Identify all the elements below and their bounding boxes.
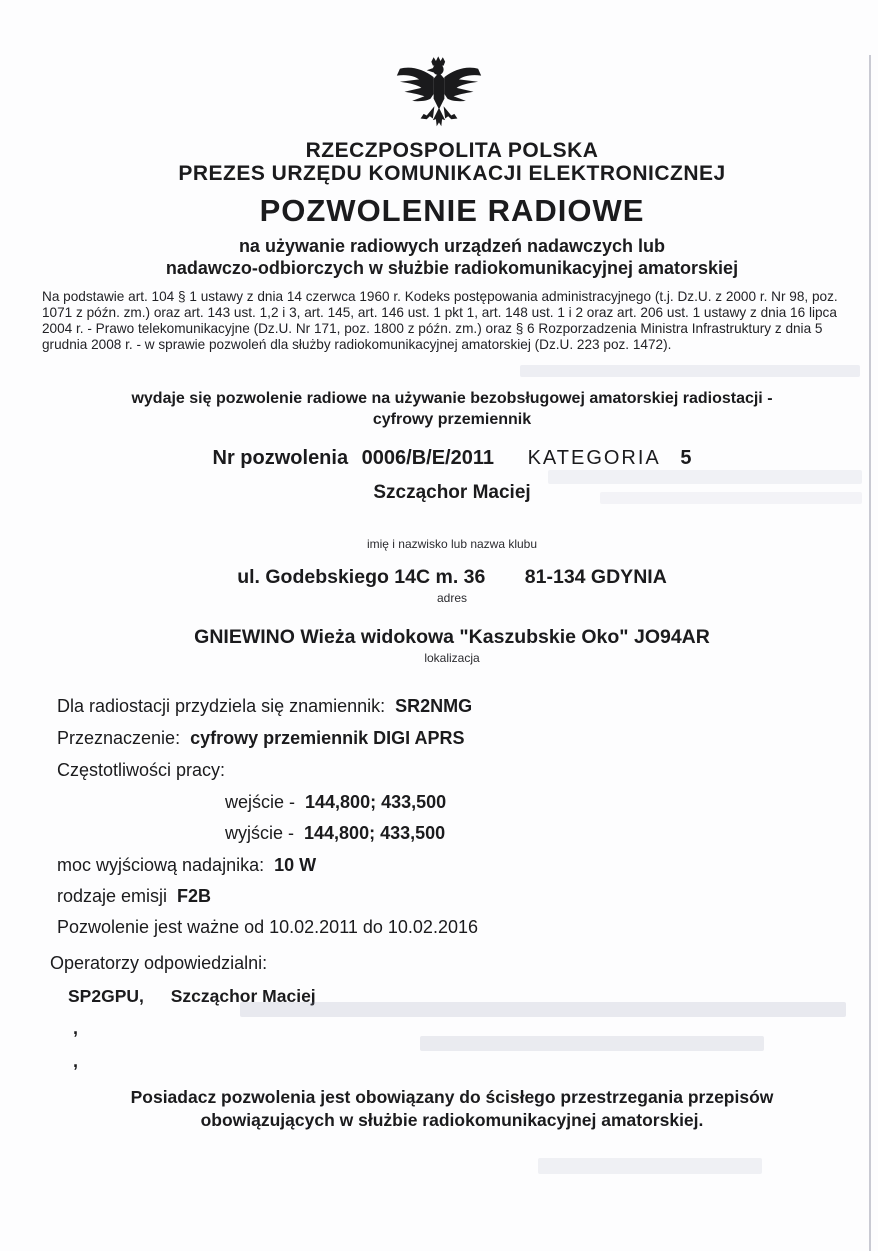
- permit-number-label: Nr pozwolenia: [212, 447, 349, 469]
- callsign-value: SR2NMG: [395, 696, 473, 716]
- redaction-smudge: [240, 1002, 846, 1017]
- redaction-smudge: [420, 1036, 764, 1051]
- heading-republic: RZECZPOSPOLITA POLSKA: [305, 139, 599, 162]
- grant-statement-line2: cyfrowy przemiennik: [372, 411, 532, 428]
- holder-name: Szcząchor Maciej: [373, 482, 531, 503]
- output-frequency-value: 144,800; 433,500: [304, 823, 446, 843]
- operator-callsign: SP2GPU,: [68, 986, 144, 1006]
- redaction-smudge: [600, 492, 862, 504]
- detail-purpose: [57, 728, 464, 749]
- address-caption: adres: [436, 591, 468, 605]
- permit-number-value: 0006/B/E/2011: [361, 447, 494, 469]
- emission-value: F2B: [177, 886, 212, 906]
- operator-extra-line1: ,: [73, 1018, 79, 1038]
- callsign-label: Dla radiostacji przydziela się znamiennik:: [57, 696, 386, 716]
- category-value: 5: [680, 447, 692, 469]
- heading-authority: PREZES URZĘDU KOMUNIKACJI ELEKTRONICZNEJ: [178, 162, 726, 185]
- output-frequency-label: wyjście -: [225, 823, 295, 843]
- redaction-smudge: [520, 365, 860, 377]
- redaction-smudge: [548, 470, 862, 484]
- power-label: moc wyjściową nadajnika:: [57, 855, 265, 875]
- grant-statement-line1: wydaje się pozwolenie radiowe na używanie bezobsługowej amatorskiej radiostacji -: [131, 390, 773, 407]
- document-subtitle-line2: nadawczo-odbiorczych w służbie radiokomunikacyjnej amatorskiej: [165, 258, 739, 278]
- legal-basis-paragraph: Na podstawie art. 104 § 1 ustawy z dnia 14 czerwca 1960 r. Kodeks postępowania administracyjnego (t.j. Dz.U. z 2000 r. Nr 98, poz. 1071 z późn. zm.) oraz art. 143 ust. 1,2 i 3, art. 145, art. 146 ust. 1 pkt 1, art. 148 ust. 1 i 2 oraz art. 206 ust. 1 ustawy z dnia 16 lipca 2004 r. - Prawo telekomunikacyjne (Dz.U. Nr 171, poz. 1800 z późn. zm.) oraz § 6 Rozporzadzenia Ministra Infrastruktury z dnia 5 grudnia 2008 r. - w sprawie pozwoleń dla służby radiokomunikacyjnej amatorskiej (Dz.U. 223 poz. 1472).: [42, 289, 838, 352]
- detail-callsign: [57, 696, 472, 717]
- holder-name-caption: imię i nazwisko lub nazwa klubu: [366, 537, 538, 551]
- redaction-smudge: [538, 1158, 762, 1174]
- emission-label: rodzaje emisji: [57, 886, 168, 906]
- station-location: GNIEWINO Wieża widokowa "Kaszubskie Oko" JO94AR: [194, 626, 710, 648]
- detail-output-power: [57, 855, 316, 876]
- operator-name: Szcząchor Maciej: [170, 986, 316, 1006]
- footer-obligation-line1: Posiadacz pozwolenia jest obowiązany do ścisłego przestrzegania przepisów: [130, 1087, 774, 1107]
- operators-heading: Operatorzy odpowiedzialni:: [50, 953, 268, 973]
- footer-obligation-line2: obowiązujących w służbie radiokomunikacyjnej amatorskiej.: [200, 1110, 704, 1130]
- address-street: ul. Godebskiego 14C m. 36: [237, 566, 486, 588]
- document-subtitle-line1: na używanie radiowych urządzeń nadawczych lub: [238, 236, 666, 256]
- holder-address: [0, 566, 878, 589]
- purpose-label: Przeznaczenie:: [57, 728, 181, 748]
- input-frequency-label: wejście -: [225, 792, 296, 812]
- permit-number-line: [0, 447, 878, 470]
- detail-frequencies-heading: Częstotliwości pracy:: [57, 760, 226, 780]
- input-frequency-value: 144,800; 433,500: [305, 792, 447, 812]
- polish-eagle-icon: [393, 50, 485, 138]
- scan-page-edge: [869, 55, 871, 1251]
- power-value: 10 W: [274, 855, 317, 875]
- purpose-value: cyfrowy przemiennik DIGI APRS: [190, 728, 465, 748]
- detail-validity: Pozwolenie jest ważne od 10.02.2011 do 10.02.2016: [57, 917, 478, 937]
- location-caption: lokalizacja: [424, 651, 480, 665]
- category-label: KATEGORIA: [527, 447, 661, 469]
- address-city: 81-134 GDYNIA: [524, 566, 667, 588]
- detail-output-frequency: [225, 823, 445, 844]
- detail-emission-types: [57, 886, 211, 907]
- document-title: POZWOLENIE RADIOWE: [259, 193, 645, 228]
- operator-extra-line2: ,: [73, 1051, 79, 1071]
- detail-input-frequency: [225, 792, 446, 813]
